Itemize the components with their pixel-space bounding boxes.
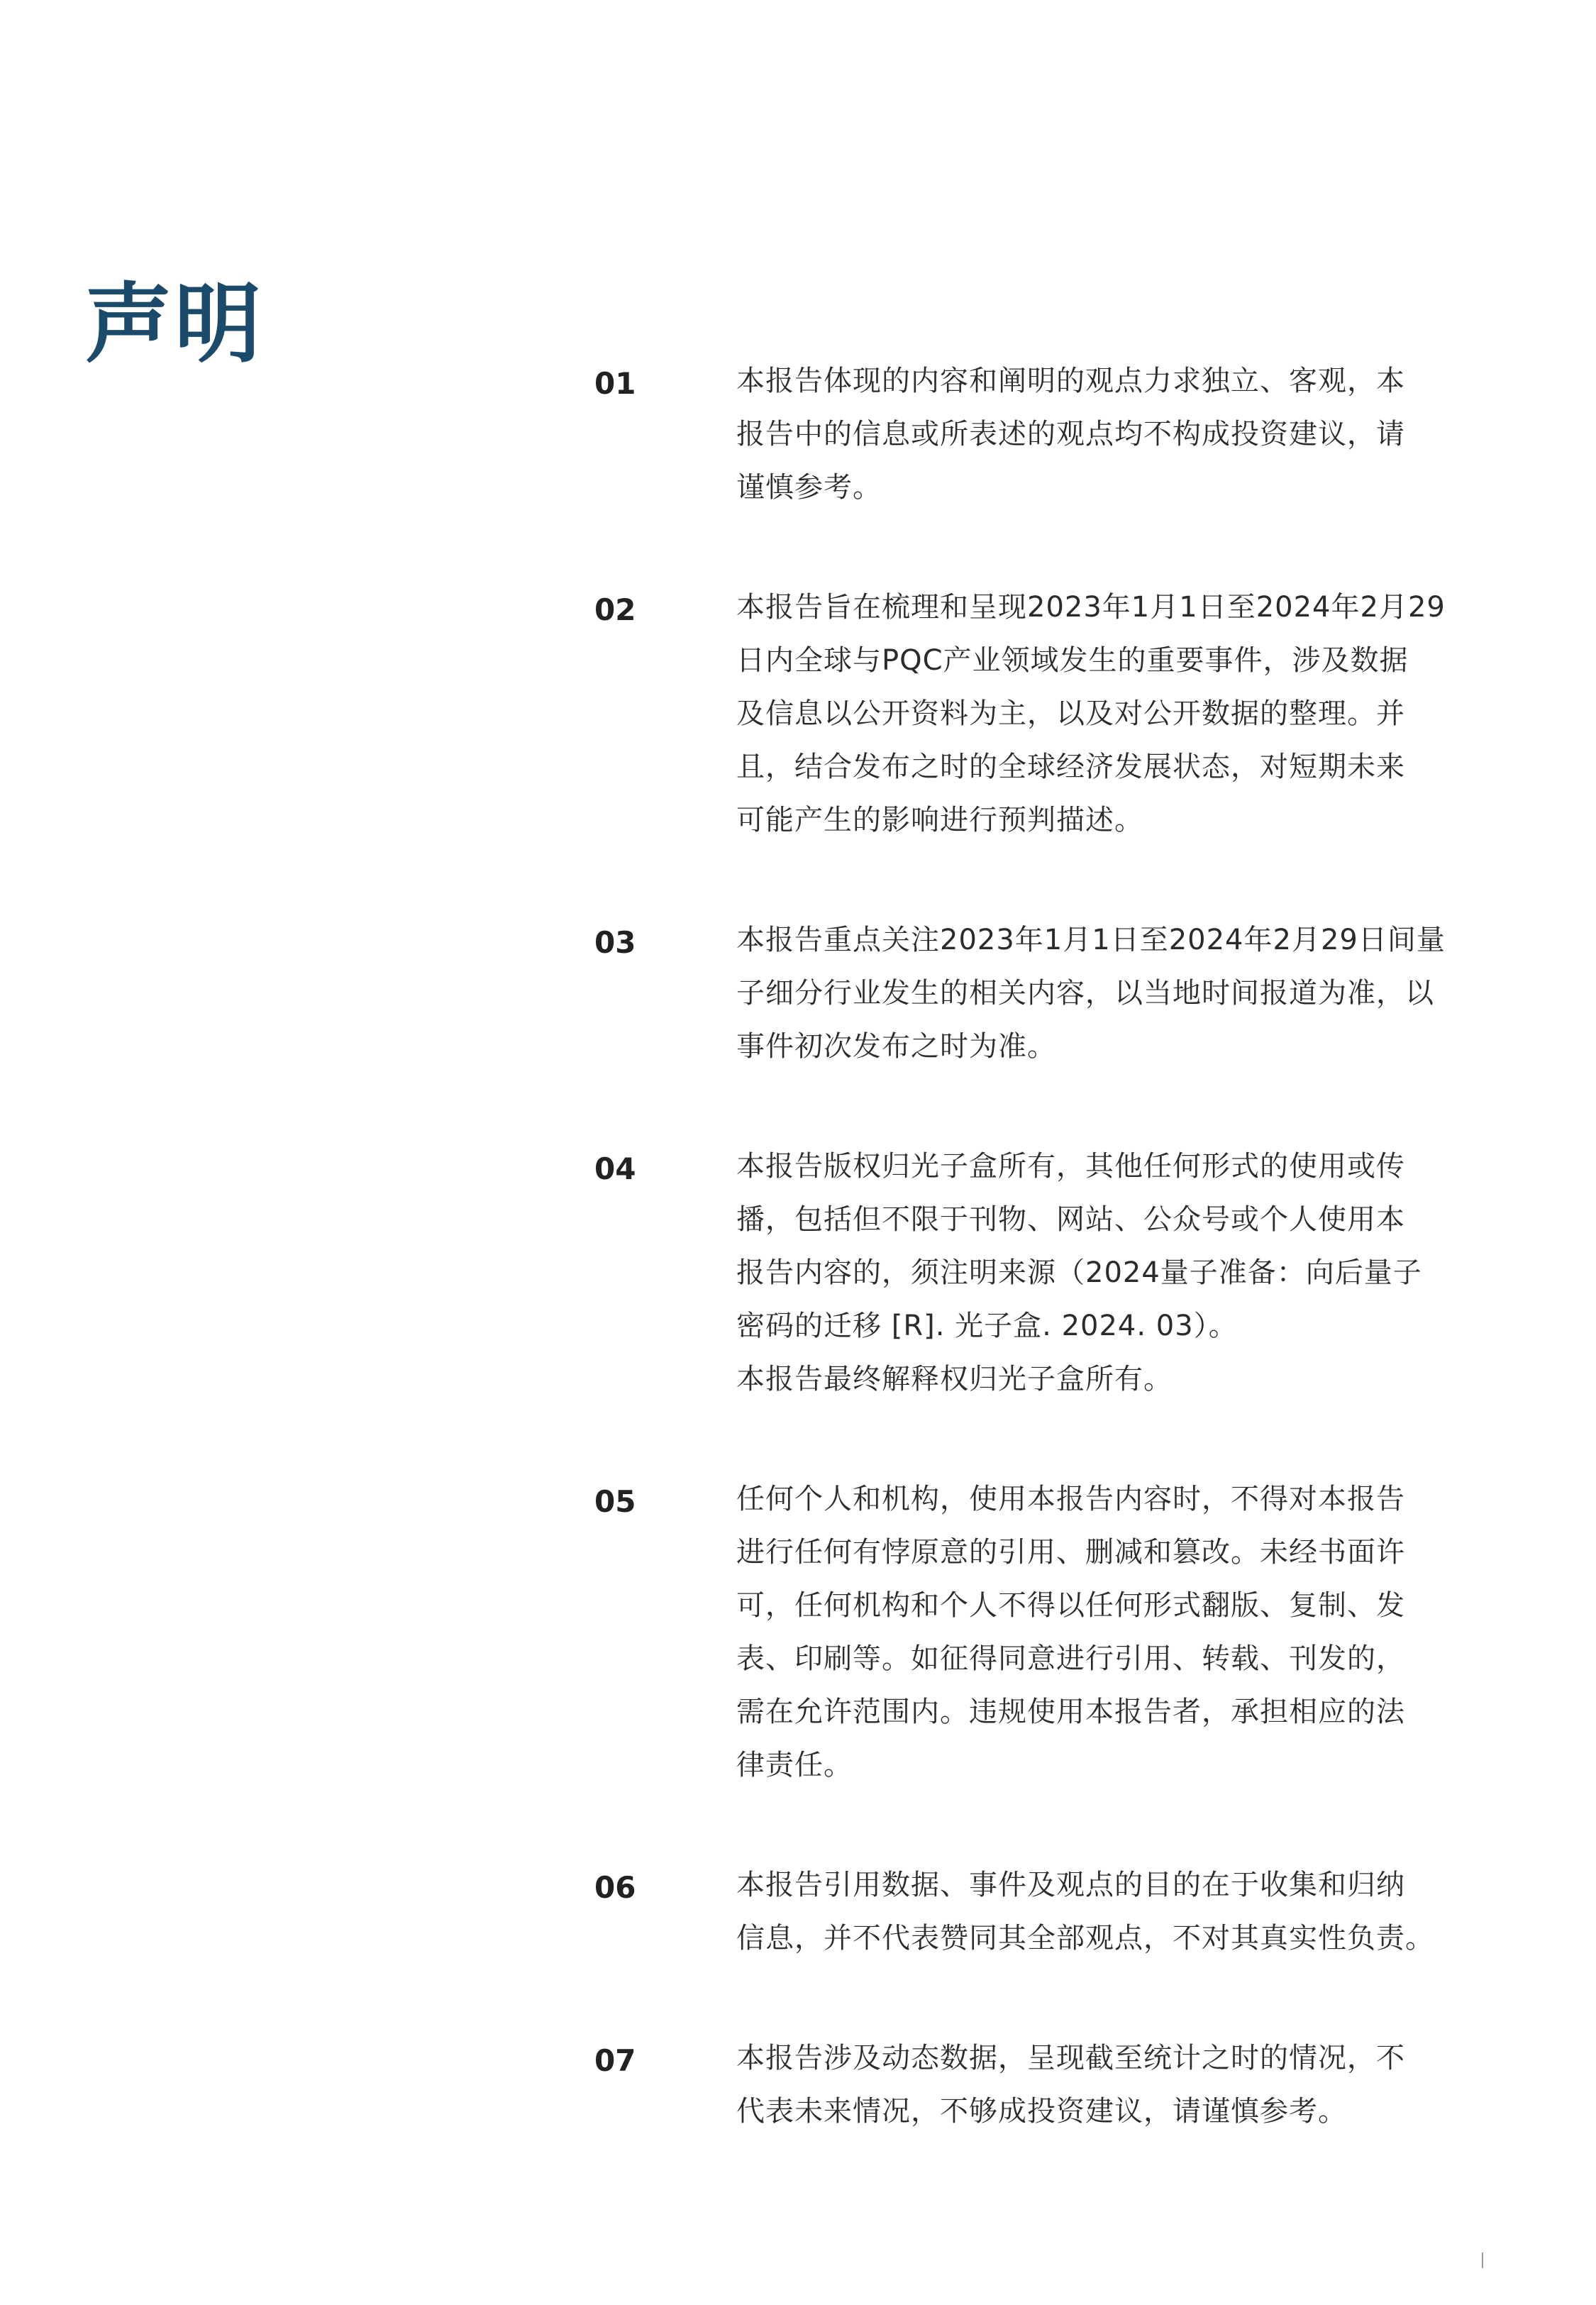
page-marker-divider xyxy=(1482,2253,1483,2268)
statement-item xyxy=(594,1140,1467,1406)
statement-number: 01 xyxy=(594,366,636,401)
statement-number: 05 xyxy=(594,1484,636,1519)
statement-number: 03 xyxy=(594,925,636,960)
statement-paragraph: 本报告重点关注2023年1月1日至2024年2月29日间量 子细分行业发生的相关内容，以当地时间报道为准，以 事件初次发布之时为准。 xyxy=(736,924,1446,1063)
page-title: 声明 xyxy=(85,272,264,375)
statement-number: 02 xyxy=(594,592,636,627)
statement-paragraph: 本报告旨在梳理和呈现2023年1月1日至2024年2月29 日内全球与PQC产业领域发生的重要事件，涉及数据 及信息以公开资料为主，以及对公开数据的整理。并 且，结合发布之时的全球经济发展状态，对短期未来 可能产生的影响进行预判描述。 xyxy=(736,591,1446,836)
statement-paragraph: 本报告体现的内容和阐明的观点力求独立、客观，本 报告中的信息或所表述的观点均不构成投资建议，请 谨慎参考。 xyxy=(736,365,1405,504)
statement-item xyxy=(594,1473,1467,1792)
statement-list xyxy=(594,355,1467,2138)
statement-text xyxy=(736,1859,1467,1965)
statement-text xyxy=(736,1473,1467,1792)
statement-text xyxy=(736,1140,1467,1406)
statement-text xyxy=(736,2032,1467,2138)
statement-paragraph: 本报告涉及动态数据，呈现截至统计之时的情况，不 代表未来情况，不够成投资建议，请谨慎参考。 xyxy=(736,2042,1405,2128)
statement-item xyxy=(594,1859,1467,1965)
statement-paragraph: 本报告引用数据、事件及观点的目的在于收集和归纳 信息，并不代表赞同其全部观点，不对其真实性负责。 xyxy=(736,1869,1434,1955)
statement-item xyxy=(594,355,1467,514)
statement-paragraph: 任何个人和机构，使用本报告内容时，不得对本报告 进行任何有悖原意的引用、删减和篡改。未经书面许 可，任何机构和个人不得以任何形式翻版、复制、发 表、印刷等。如征得同意进行引用、转载、刊发的， 需在允许范围内。违规使用本报告者，承担相应的法 律责任。 xyxy=(736,1483,1405,1781)
statement-number: 04 xyxy=(594,1151,636,1186)
statement-number: 06 xyxy=(594,1870,636,1905)
statement-number: 07 xyxy=(594,2043,636,2078)
statement-item xyxy=(594,581,1467,847)
statement-text xyxy=(736,355,1467,514)
statement-item xyxy=(594,914,1467,1073)
statement-text xyxy=(736,581,1467,847)
statement-text xyxy=(736,914,1467,1073)
statement-item xyxy=(594,2032,1467,2138)
statement-paragraph: 本报告版权归光子盒所有，其他任何形式的使用或传 播，包括但不限于刊物、网站、公众号或个人使用本 报告内容的，须注明来源（2024量子准备：向后量子 密码的迁移 [R]. 光子盒. 2024. 03）。 本报告最终解释权归光子盒所有。 xyxy=(736,1150,1422,1395)
